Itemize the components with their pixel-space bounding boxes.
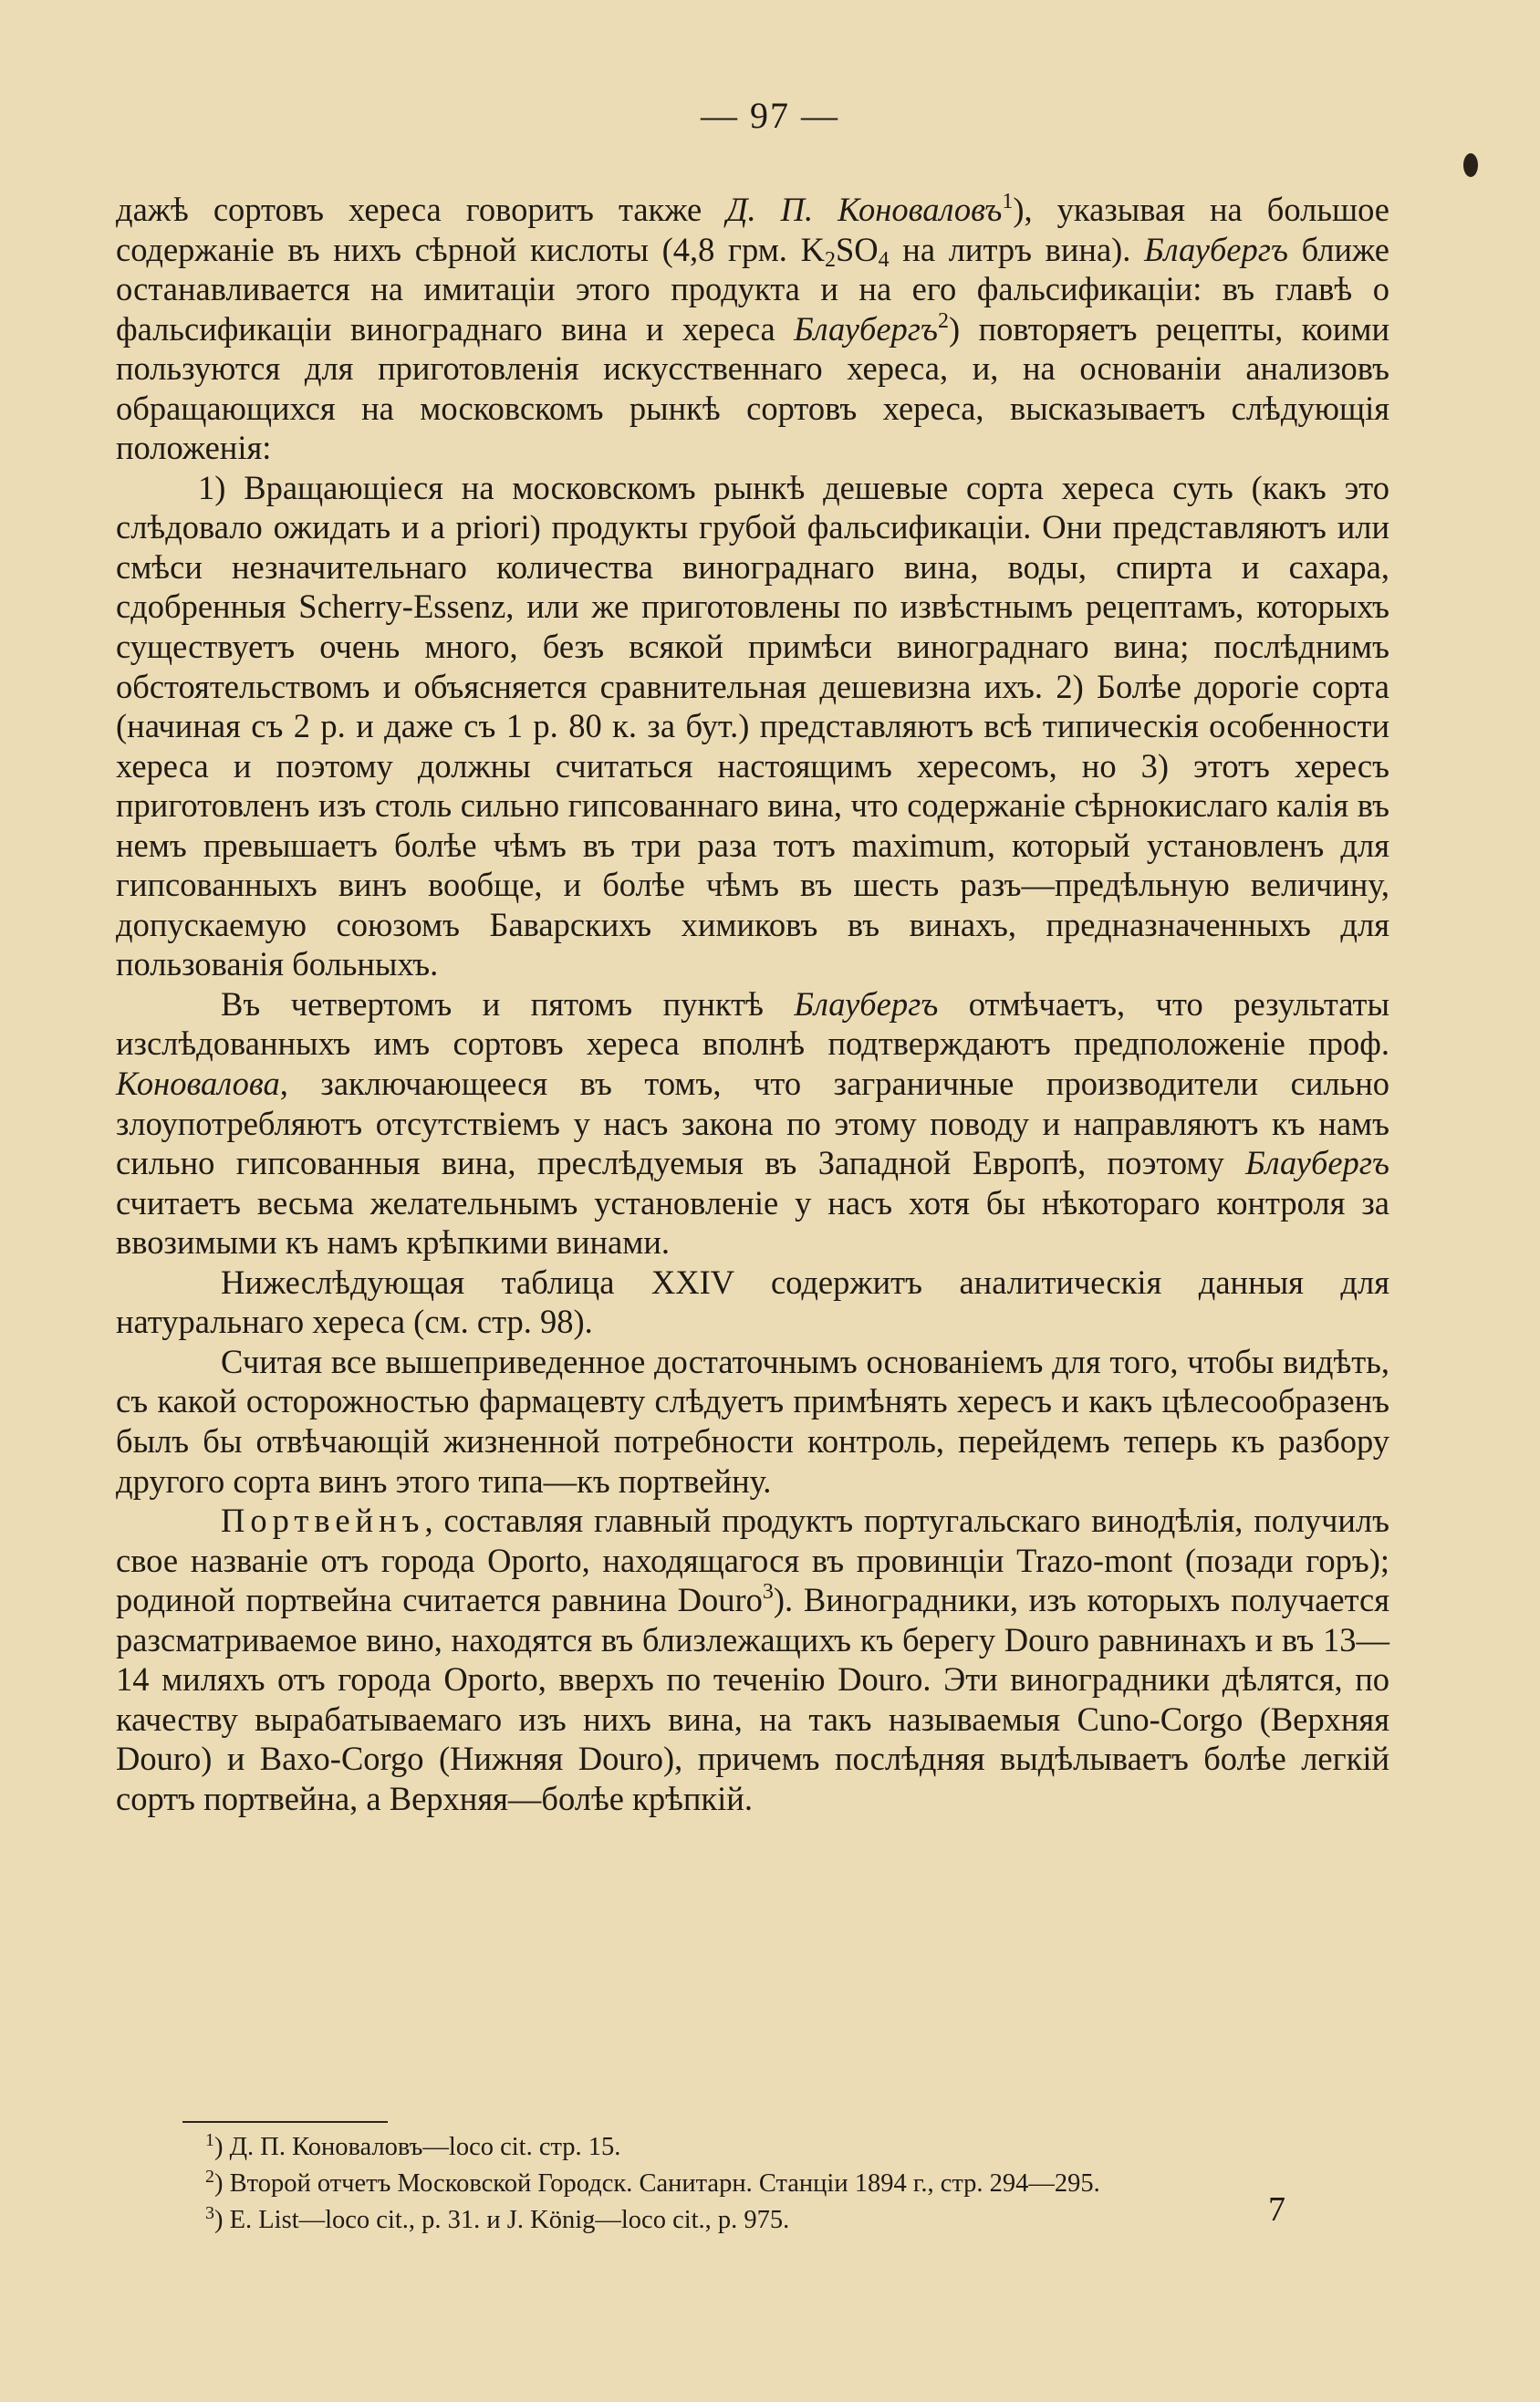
paragraph-4: Нижеслѣдующая таблица XXIV содержитъ аналитическія данныя для натуральнаго хереса (см. стр. 98). <box>116 1263 1389 1341</box>
paragraph-6: Портвейнъ, составляя главный продуктъ португальскаго винодѣлія, получилъ свое названіе отъ города Oporto, находящагося въ провинціи Trazo-mont (позади горъ); родиной портвейна считается равнина Douro$^3$). Виноградники, изъ которыхъ получается разсматриваемое вино, находятся въ близлежащихъ къ берегу Douro равнинахъ и въ 13—14 миляхъ отъ города Oporto, вверхъ по теченію Douro. Эти виноградники дѣлятся, по качеству вырабатываемаго изъ нихъ вина, на такъ называемыя Cuno-Corgo (Верхняя Douro) и Baxo-Corgo (Нижняя Douro), причемъ послѣдняя выдѣлываетъ болѣе легкій сортъ портвейна, а Верхняя—болѣе крѣпкій. <box>116 1502 1389 1817</box>
footnote-ref: 2 <box>937 308 949 333</box>
paragraph-1: дажѣ сортовъ хереса говоритъ также Д. П. Коноваловъ$^1$), указывая на большое содержаніе въ нихъ сѣрной кислоты (4,8 грм. $K_2SO_4$ на литръ вина). Блаубергъ ближе останавливается на имитаціи этого продукта и на его фальсификаціи: въ главѣ о фальсификаціи винограднаго вина и хереса Блаубергъ$^2$) повторяетъ рецепты, коими пользуются для приготовленія искусственнаго хереса, и, на основаніи анализовъ обращающихся на московскомъ рынкѣ сортовъ хереса, высказываетъ слѣдующія положенія: <box>116 190 1389 467</box>
author-name: Блаубергъ <box>794 309 938 348</box>
author-name: Д. П. Коноваловъ <box>726 191 1003 228</box>
footnote: $^1$) Д. П. Коноваловъ—loco cit. стр. 15. <box>205 2130 621 2161</box>
footnote-divider <box>182 2121 388 2123</box>
footnote: $^2$) Второй отчетъ Московской Городск. Санитарн. Станціи 1894 г., стр. 294—295. <box>205 2167 1100 2198</box>
footnote-ref: 1 <box>1002 190 1014 213</box>
paragraph-5: Считая все вышеприведенное достаточнымъ основаніемъ для того, чтобы видѣть, съ какой осторожностью фармацевту слѣдуетъ примѣнять хересъ и какъ цѣлесообразенъ былъ бы отвѣчающій жизненной потребности контроль, перейдемъ теперь къ разбору другого сорта винъ этого типа—къ портвейну. <box>116 1342 1389 1500</box>
signature-number: 7 <box>1268 2190 1285 2229</box>
author-name: Блаубергъ <box>1144 230 1288 268</box>
author-name: Коновалова <box>116 1065 280 1103</box>
footnotes <box>205 2129 1410 2239</box>
spaced-term: Портвейнъ <box>221 1502 425 1540</box>
footnote: $^3$) E. List—loco cit., p. 31. и J. König—loco cit., p. 975. <box>205 2203 790 2234</box>
body-text <box>116 190 1389 1818</box>
ink-blot <box>1463 153 1478 177</box>
page-number: — 97 — <box>701 95 839 136</box>
author-name: Блаубергъ <box>794 984 939 1023</box>
footnote-ref: 3 <box>762 1580 774 1605</box>
paragraph-2: 1) Вращающіеся на московскомъ рынкѣ дешевые сорта хереса суть (какъ это слѣдовало ожидать и a priori) продукты грубой фальсификаціи. Они представляютъ или смѣси незначительнаго количества винограднаго вина, воды, спирта и сахара, сдобренныя Scherry-Essenz, или же приготовлены по извѣстнымъ рецептамъ, которыхъ существуетъ очень много, безъ всякой примѣси винограднаго вина; послѣднимъ обстоятельствомъ и объясняется сравнительная дешевизна ихъ. 2) Болѣе дорогіе сорта (начиная съ 2 р. и даже съ 1 р. 80 к. за бут.) представляютъ всѣ типическія особенности хереса и поэтому должны считаться настоящимъ хересомъ, но 3) этотъ хересъ приготовленъ изъ столь сильно гипсованнаго вина, что содержаніе сѣрнокислаго калія въ немъ превышаетъ болѣе чѣмъ въ три раза тотъ maximum, который установленъ для гипсованныхъ винъ вообще, и болѣе чѣмъ въ шесть разъ—предѣльную величину, допускаемую союзомъ Баварскихъ химиковъ въ винахъ, предназначенныхъ для пользованія больныхъ. <box>116 468 1389 983</box>
paragraph-3: Въ четвертомъ и пятомъ пунктѣ Блаубергъ отмѣчаетъ, что результаты изслѣдованныхъ имъ сортовъ хереса вполнѣ подтверждаютъ предположеніе проф. Коновалова, заключающееся въ томъ, что заграничные производители сильно злоупотребляютъ отсутствіемъ у насъ закона по этому поводу и направляютъ къ намъ сильно гипсованныя вина, преслѣдуемыя въ Западной Европѣ, поэтому Блаубергъ считаетъ весьма желательнымъ установленіе у насъ хотя бы нѣкотораго контроля за ввозимыми къ намъ крѣпкими винами. <box>116 984 1389 1262</box>
author-name: Блаубергъ <box>1245 1144 1389 1182</box>
